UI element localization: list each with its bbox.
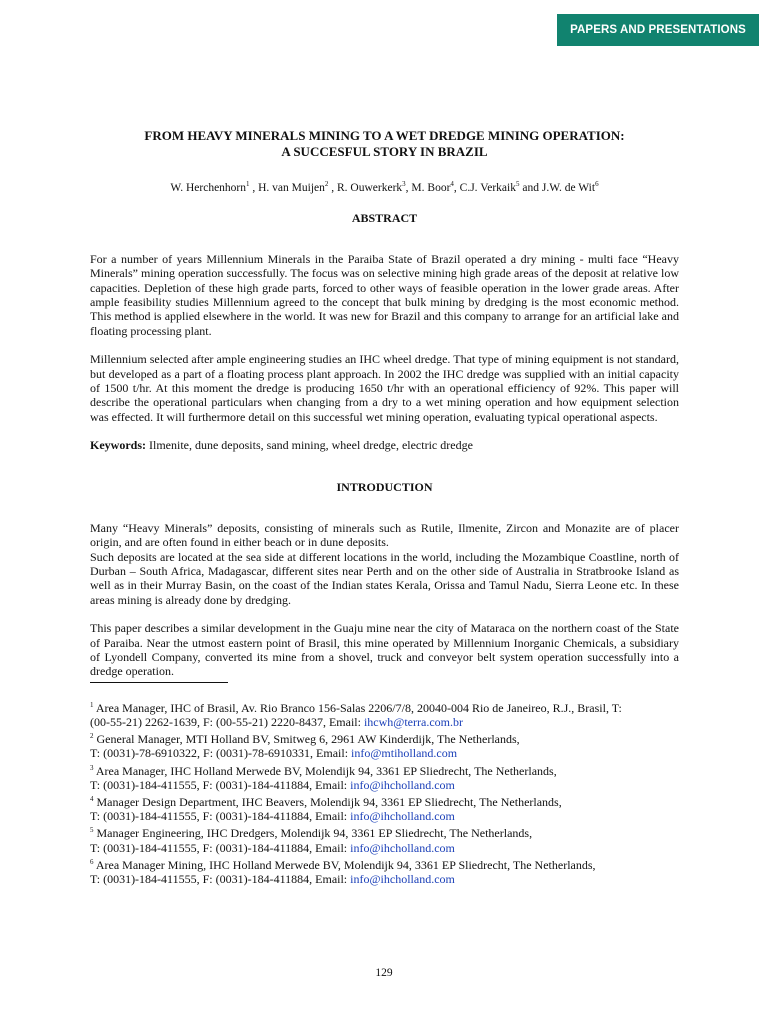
intro-paragraph-1b: Such deposits are located at the sea side at different locations in the world, including the Mozambique Coastline, north of Durban – South Africa, Madagascar, different sites near Perth and on the other side of Australia in Stratbrooke Island as well as in their Murray Basin, on the coast of the Indian states Kerala, Orissa and Tamul Nadu, Sierra Leone etc. In these areas mining is already done by dredging.: [90, 549, 679, 607]
author-3: R. Ouwerkerk$^3$,: [337, 180, 412, 194]
paper-body: [90, 128, 679, 886]
email-link[interactable]: info@ihcholland.com: [350, 840, 455, 855]
email-link[interactable]: ihcwh@terra.com.br: [363, 714, 463, 729]
author-list: [90, 177, 679, 195]
page-number: 129: [375, 967, 393, 979]
title-line-2: A SUCCESFUL STORY IN BRAZIL: [281, 144, 488, 159]
author-6: J.W. de Wit$^6$: [541, 180, 599, 194]
footnote-3: $^3$ Area Manager, IHC Holland Merwede BV, Molendijk 94, 3361 EP Sliedrecht, The Netherlands, T: (0031)-184-411555, F: (0031)-184-411884, Email: info@ihcholland.com: [90, 763, 557, 792]
author-4: M. Boor$^4$,: [411, 180, 460, 194]
footnote-rule: [90, 682, 228, 683]
paper-title: [90, 128, 679, 160]
email-link[interactable]: info@ihcholland.com: [350, 872, 455, 886]
keywords-text: Ilmenite, dune deposits, sand mining, wheel dredge, electric dredge: [146, 438, 473, 453]
author-2: H. van Muijen$^2$ ,: [258, 180, 338, 194]
introduction-heading: INTRODUCTION: [336, 479, 433, 494]
abstract-paragraph-1: For a number of years Millennium Minerals in the Paraiba State of Brazil operated a dry mining - multi face “Heavy Minerals” mining operation successfully. The focus was on selective mining high grade areas of the deposit at relative low capacities. Depletion of these high grade parts, forced to other ways of feasible operation in the lower grade areas. After ample feasibility studies Millennium agreed to the concept that bulk mining by dredging is the most economic method. This method is applied elsewhere in the world. It was new for Brazil and this company to arrange for an artificial lake and floating processing plant.: [90, 251, 679, 338]
footnotes: [90, 698, 679, 886]
footnote-4: $^4$ Manager Design Department, IHC Beavers, Molendijk 94, 3361 EP Sliedrecht, The Netherlands, T: (0031)-184-411555, F: (0031)-184-411884, Email: info@ihcholland.com: [90, 794, 562, 824]
footnote-5: $^5$ Manager Engineering, IHC Dredgers, Molendijk 94, 3361 EP Sliedrecht, The Netherlands, T: (0031)-184-411555, F: (0031)-184-411884, Email: info@ihcholland.com: [90, 826, 533, 855]
author-5: C.J. Verkaik$^5$ and: [459, 180, 542, 194]
title-line-1: FROM HEAVY MINERALS MINING TO A WET DREDGE MINING OPERATION:: [144, 128, 625, 143]
keywords-label: Keywords:: [90, 438, 146, 453]
intro-paragraph-1a: Many “Heavy Minerals” deposits, consisting of minerals such as Rutile, Ilmenite, Zircon and Monazite are of placer origin, and are often found in either beach or in dune deposits.: [90, 520, 679, 550]
email-link[interactable]: info@ihcholland.com: [350, 809, 455, 824]
intro-paragraph-2: This paper describes a similar development in the Guaju mine near the city of Mataraca on the northern coast of the State of Paraiba. Near the utmost eastern point of Brasil, this mine operated by Millennium Inorganic Chemicals, a subsidiary of Lyondell Company, converted its mine from a shovel, truck and conveyor belt system operation successfully into a dredge operation.: [90, 621, 679, 679]
section-banner: PAPERS AND PRESENTATIONS: [557, 14, 759, 46]
abstract-paragraph-2: Millennium selected after ample engineering studies an IHC wheel dredge. That type of mining equipment is not standard, but developed as a part of a floating process plant approach. In 2002 the IHC dredge was supplied with an initial capacity of 1500 t/hr. At this moment the dredge is producing 1650 t/hr with an operational efficiency of 92%. This paper will describe the operational particulars when changing from a dry to a wet mining operation and how equipment selection was effected. It will furthermore detail on this successful wet mining operation, evaluating typical operational aspects.: [90, 352, 679, 424]
email-link[interactable]: info@mtiholland.com: [351, 746, 458, 761]
keywords: [90, 438, 679, 452]
footnote-2: $^2$ General Manager, MTI Holland BV, Smitweg 6, 2961 AW Kinderdijk, The Netherlands, T: (0031)-78-6910322, F: (0031)-78-6910331, Email: info@mtiholland.com: [90, 732, 520, 761]
abstract-heading: ABSTRACT: [351, 210, 418, 225]
footnote-1: $^1$ Area Manager, IHC of Brasil, Av. Rio Branco 156-Salas 2206/7/8, 20040-004 Rio de Janeireo, R.J., Brasil, T: (00-55-21) 2262-1639, F: (00-55-21) 2220-8437, Email: ihcwh@terra.com.br: [90, 700, 622, 729]
author-1: W. Herchenhorn$^1$ ,: [170, 180, 259, 194]
email-link[interactable]: info@ihcholland.com: [350, 777, 455, 792]
footnote-6: $^6$ Area Manager Mining, IHC Holland Merwede BV, Molendijk 94, 3361 EP Sliedrecht, The Netherlands, T: (0031)-184-411555, F: (0031)-184-411884, Email: info@ihcholland.com: [90, 857, 596, 886]
